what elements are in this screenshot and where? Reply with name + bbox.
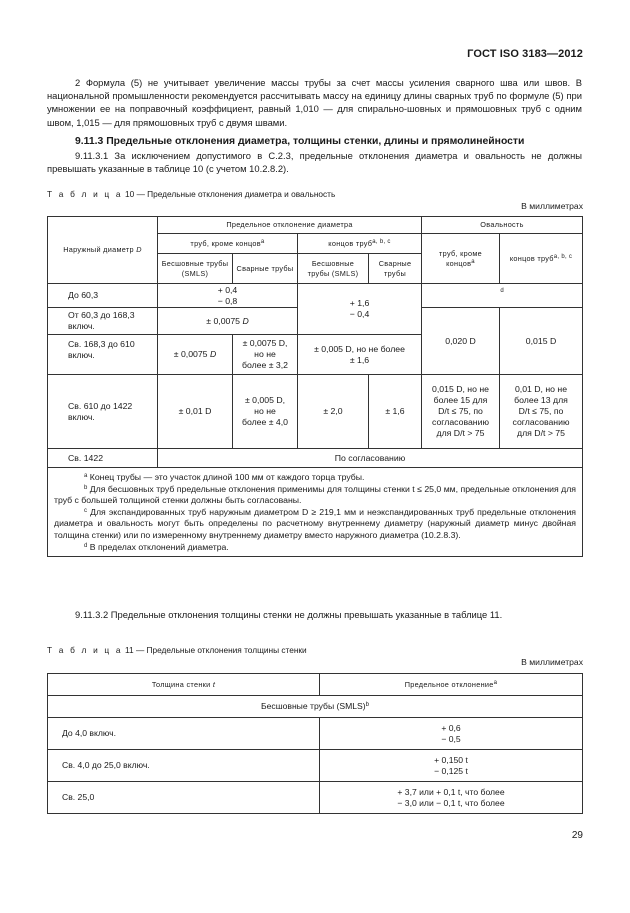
footnote-b bbox=[54, 484, 576, 507]
table-10 bbox=[47, 216, 583, 557]
header-pipe-ends-label: концов труб bbox=[328, 238, 373, 248]
ends-deviation-plus: + 1,6 bbox=[349, 298, 370, 308]
row-4-welded-line-3: более ± 4,0 bbox=[241, 417, 289, 427]
header-wall-thickness bbox=[48, 674, 320, 696]
table-10-caption-prefix: Т а б л и ц а bbox=[47, 189, 123, 199]
row-3-ends-deviation bbox=[298, 335, 422, 375]
row-1-thickness: До 4,0 включ. bbox=[48, 718, 320, 750]
row-1-diameter: До 60,3 bbox=[48, 284, 158, 308]
header-ovality-ends-label: концов труб bbox=[509, 253, 554, 263]
row-3-deviation bbox=[320, 782, 583, 814]
footnote-d-text: В пределах отклонений диаметра. bbox=[89, 541, 229, 552]
page-number: 29 bbox=[571, 830, 583, 841]
row-3-thickness: Св. 25,0 bbox=[48, 782, 320, 814]
row-3-ends-line-2: ± 1,6 bbox=[349, 354, 370, 365]
row-1-deviation-minus: − 0,8 bbox=[217, 295, 238, 306]
row-4-seamless: ± 0,01 D bbox=[158, 375, 233, 449]
header-limit-deviation bbox=[320, 674, 583, 696]
header-ovality-ends bbox=[500, 234, 583, 284]
row-1-ends-deviation bbox=[298, 284, 422, 335]
footnote-ref: a, b, c bbox=[553, 253, 573, 260]
row-3-diameter: Св. 168,3 до 610 включ. bbox=[48, 335, 158, 375]
row-1-deviation bbox=[158, 284, 298, 308]
footnote-c-text: Для экспандированных труб наружным диаметром D ≥ 219,1 мм и неэкспандированных труб предельные отклонения диаметра и овальность могут быть определены по расчетному внутреннему диаметру (наружный диаметр минус двойная толщина стенки) или по измеренному внутреннему диаметру вместо наружного диаметра (10.2.8.3). bbox=[54, 506, 577, 540]
header-seamless: Бесшовные трубы (SMLS) bbox=[158, 254, 233, 284]
footnote-ref: a, b, c bbox=[372, 238, 391, 245]
deviation-plus: + 0,150 t bbox=[434, 754, 468, 765]
row-1-deviation bbox=[320, 718, 583, 750]
header-limit-deviation-label: Предельное отклонение bbox=[404, 679, 494, 689]
header-ovality: Овальность bbox=[422, 217, 583, 234]
header-welded: Сварные трубы bbox=[233, 254, 298, 284]
row-3-ends-line-1: ± 0,005 D, но не более bbox=[314, 343, 405, 354]
footnote-ref: a bbox=[471, 258, 475, 265]
deviation-plus: + 0,6 bbox=[441, 722, 461, 733]
table-11-caption bbox=[47, 645, 307, 655]
row-2-thickness: Св. 4,0 до 25,0 включ. bbox=[48, 750, 320, 782]
row-2-deviation bbox=[320, 750, 583, 782]
footnote-mark: a bbox=[84, 473, 88, 479]
table-10-unit: В миллиметрах bbox=[521, 201, 583, 211]
paragraph-9-11-3-2: 9.11.3.2 Предельные отклонения толщины стенки не должны превышать указанные в таблице 11. bbox=[75, 609, 503, 620]
header-diameter-deviation: Предельное отклонение диаметра bbox=[158, 217, 422, 234]
line: 0,015 D, но не bbox=[432, 384, 489, 394]
line: для D/t > 75 bbox=[517, 428, 565, 438]
line: более 13 для bbox=[514, 395, 568, 405]
line: D/t ≤ 75, по bbox=[438, 406, 483, 416]
group-seamless-label: Бесшовные трубы (SMLS) bbox=[260, 701, 366, 711]
row-5-diameter: Св. 1422 bbox=[48, 449, 158, 468]
header-ovality-except-ends-label: труб, кроме концов bbox=[439, 248, 482, 268]
deviation-plus: + 3,7 или + 0,1 t, что более bbox=[397, 786, 505, 797]
ends-deviation-minus: − 0,4 bbox=[349, 309, 370, 319]
paragraph-9-11-3-1: 9.11.3.1 За исключением допустимого в С.2.3, предельные отклонения диаметра и овальность не должны превышать указанные в таблице 10 (с учетом 10.2.8.2). bbox=[47, 150, 582, 175]
line: 0,01 D, но не bbox=[514, 384, 568, 394]
footnote-mark: d bbox=[84, 542, 88, 549]
header-welded-ends: Сварные трубы bbox=[369, 254, 422, 284]
footnote-b-text: Для бесшовных труб предельные отклонения применимы для толщины стенки t ≤ 25,0 мм, предельные отклонения для труб с большей толщиной стенки должны быть согласованы. bbox=[54, 483, 577, 506]
footnote-d bbox=[54, 542, 576, 554]
row-4-welded-line-1: ± 0,005 D, bbox=[244, 395, 286, 405]
row-4-ovality-except-ends bbox=[422, 375, 500, 449]
footnote-ref: b bbox=[365, 702, 369, 708]
table-10-caption bbox=[47, 189, 335, 199]
row-2-diameter: От 60,3 до 168,3 включ. bbox=[48, 308, 158, 335]
table-10-footnotes bbox=[48, 468, 583, 557]
document-header: ГОСТ ISO 3183—2012 bbox=[467, 48, 583, 60]
footnote-a-text: Конец трубы — это участок длиной 100 мм от каждого торца трубы. bbox=[89, 472, 365, 482]
footnote-c bbox=[54, 507, 576, 542]
footnote-ref: a bbox=[493, 679, 498, 686]
line: согласованию bbox=[512, 417, 570, 427]
line: согласованию bbox=[432, 417, 489, 427]
row-1-ovality bbox=[422, 284, 583, 308]
row-3-seamless-value: ± 0,0075 bbox=[173, 349, 208, 359]
line: D/t ≤ 75, по bbox=[518, 406, 564, 416]
deviation-minus: − 0,5 bbox=[441, 733, 461, 744]
row-4-welded-line-2: но не bbox=[254, 406, 276, 416]
table-11-unit: В миллиметрах bbox=[521, 657, 583, 667]
table-11 bbox=[47, 673, 583, 814]
row-3-welded-line-3: более ± 3,2 bbox=[241, 360, 289, 370]
footnote-a bbox=[54, 472, 576, 484]
footnote-mark: b bbox=[84, 484, 88, 491]
ovality-except-ends-value: 0,020 D bbox=[422, 308, 500, 375]
header-outer-diameter-symbol: D bbox=[136, 245, 142, 254]
group-seamless bbox=[48, 696, 583, 718]
header-outer-diameter-label: Наружный диаметр bbox=[63, 245, 134, 254]
section-title: 9.11.3 Предельные отклонения диаметра, толщины стенки, длины и прямолинейности bbox=[75, 136, 525, 147]
note-2-paragraph: 2 Формула (5) не учитывает увеличение массы трубы за счет массы усиления сварного шва или швов. В национальной промышленности рекомендуется рассчитывать массу на единицу длины сварных труб по формуле (5) при умножении ее на поправочный коэффициент, равный 1,010 — для спирально-шовных и прямошовных труб с одним швом, 1,015 — для прямошовных труб с двумя швами. bbox=[47, 77, 582, 128]
line: для D/t > 75 bbox=[436, 428, 485, 438]
row-2-deviation-value: ± 0,0075 bbox=[206, 315, 241, 326]
deviation-minus: − 3,0 или − 0,1 t, что более bbox=[397, 797, 505, 808]
row-4-welded-ends: ± 1,6 bbox=[369, 375, 422, 449]
table-11-caption-prefix: Т а б л и ц а bbox=[47, 645, 123, 655]
row-3-welded-line-1: ± 0,0075 D, bbox=[242, 338, 288, 348]
row-4-diameter: Св. 610 до 1422 включ. bbox=[48, 375, 158, 449]
footnote-ref: d bbox=[500, 288, 504, 294]
header-pipe-except-ends bbox=[158, 234, 298, 254]
deviation-minus: − 0,125 t bbox=[434, 765, 468, 776]
header-seamless-ends: Бесшовные трубы (SMLS) bbox=[298, 254, 369, 284]
footnote-mark: c bbox=[84, 507, 87, 514]
table-10-caption-text: 10 — Предельные отклонения диаметра и овальность bbox=[125, 189, 336, 199]
row-4-welded bbox=[233, 375, 298, 449]
ovality-ends-value: 0,015 D bbox=[500, 308, 583, 375]
row-5-by-agreement: По согласованию bbox=[158, 449, 583, 468]
row-3-welded bbox=[233, 335, 298, 375]
row-4-ovality-ends bbox=[500, 375, 583, 449]
header-pipe-ends bbox=[298, 234, 422, 254]
row-1-deviation-plus: + 0,4 bbox=[217, 284, 238, 295]
row-2-deviation bbox=[158, 308, 298, 335]
row-3-seamless-symbol: D bbox=[209, 349, 217, 359]
header-wall-thickness-label: Толщина стенки bbox=[151, 679, 211, 689]
row-2-deviation-symbol: D bbox=[242, 315, 249, 326]
header-wall-thickness-symbol: t bbox=[212, 679, 216, 689]
header-ovality-except-ends bbox=[422, 234, 500, 284]
row-3-seamless bbox=[158, 335, 233, 375]
footnote-ref: a bbox=[260, 238, 265, 245]
row-4-seamless-ends: ± 2,0 bbox=[298, 375, 369, 449]
header-pipe-except-ends-label: труб, кроме концов bbox=[190, 238, 261, 248]
header-outer-diameter bbox=[48, 217, 158, 284]
line: более 15 для bbox=[433, 395, 488, 405]
table-11-caption-text: 11 — Предельные отклонения толщины стенки bbox=[125, 645, 307, 655]
row-3-welded-line-2: но не bbox=[254, 349, 276, 359]
